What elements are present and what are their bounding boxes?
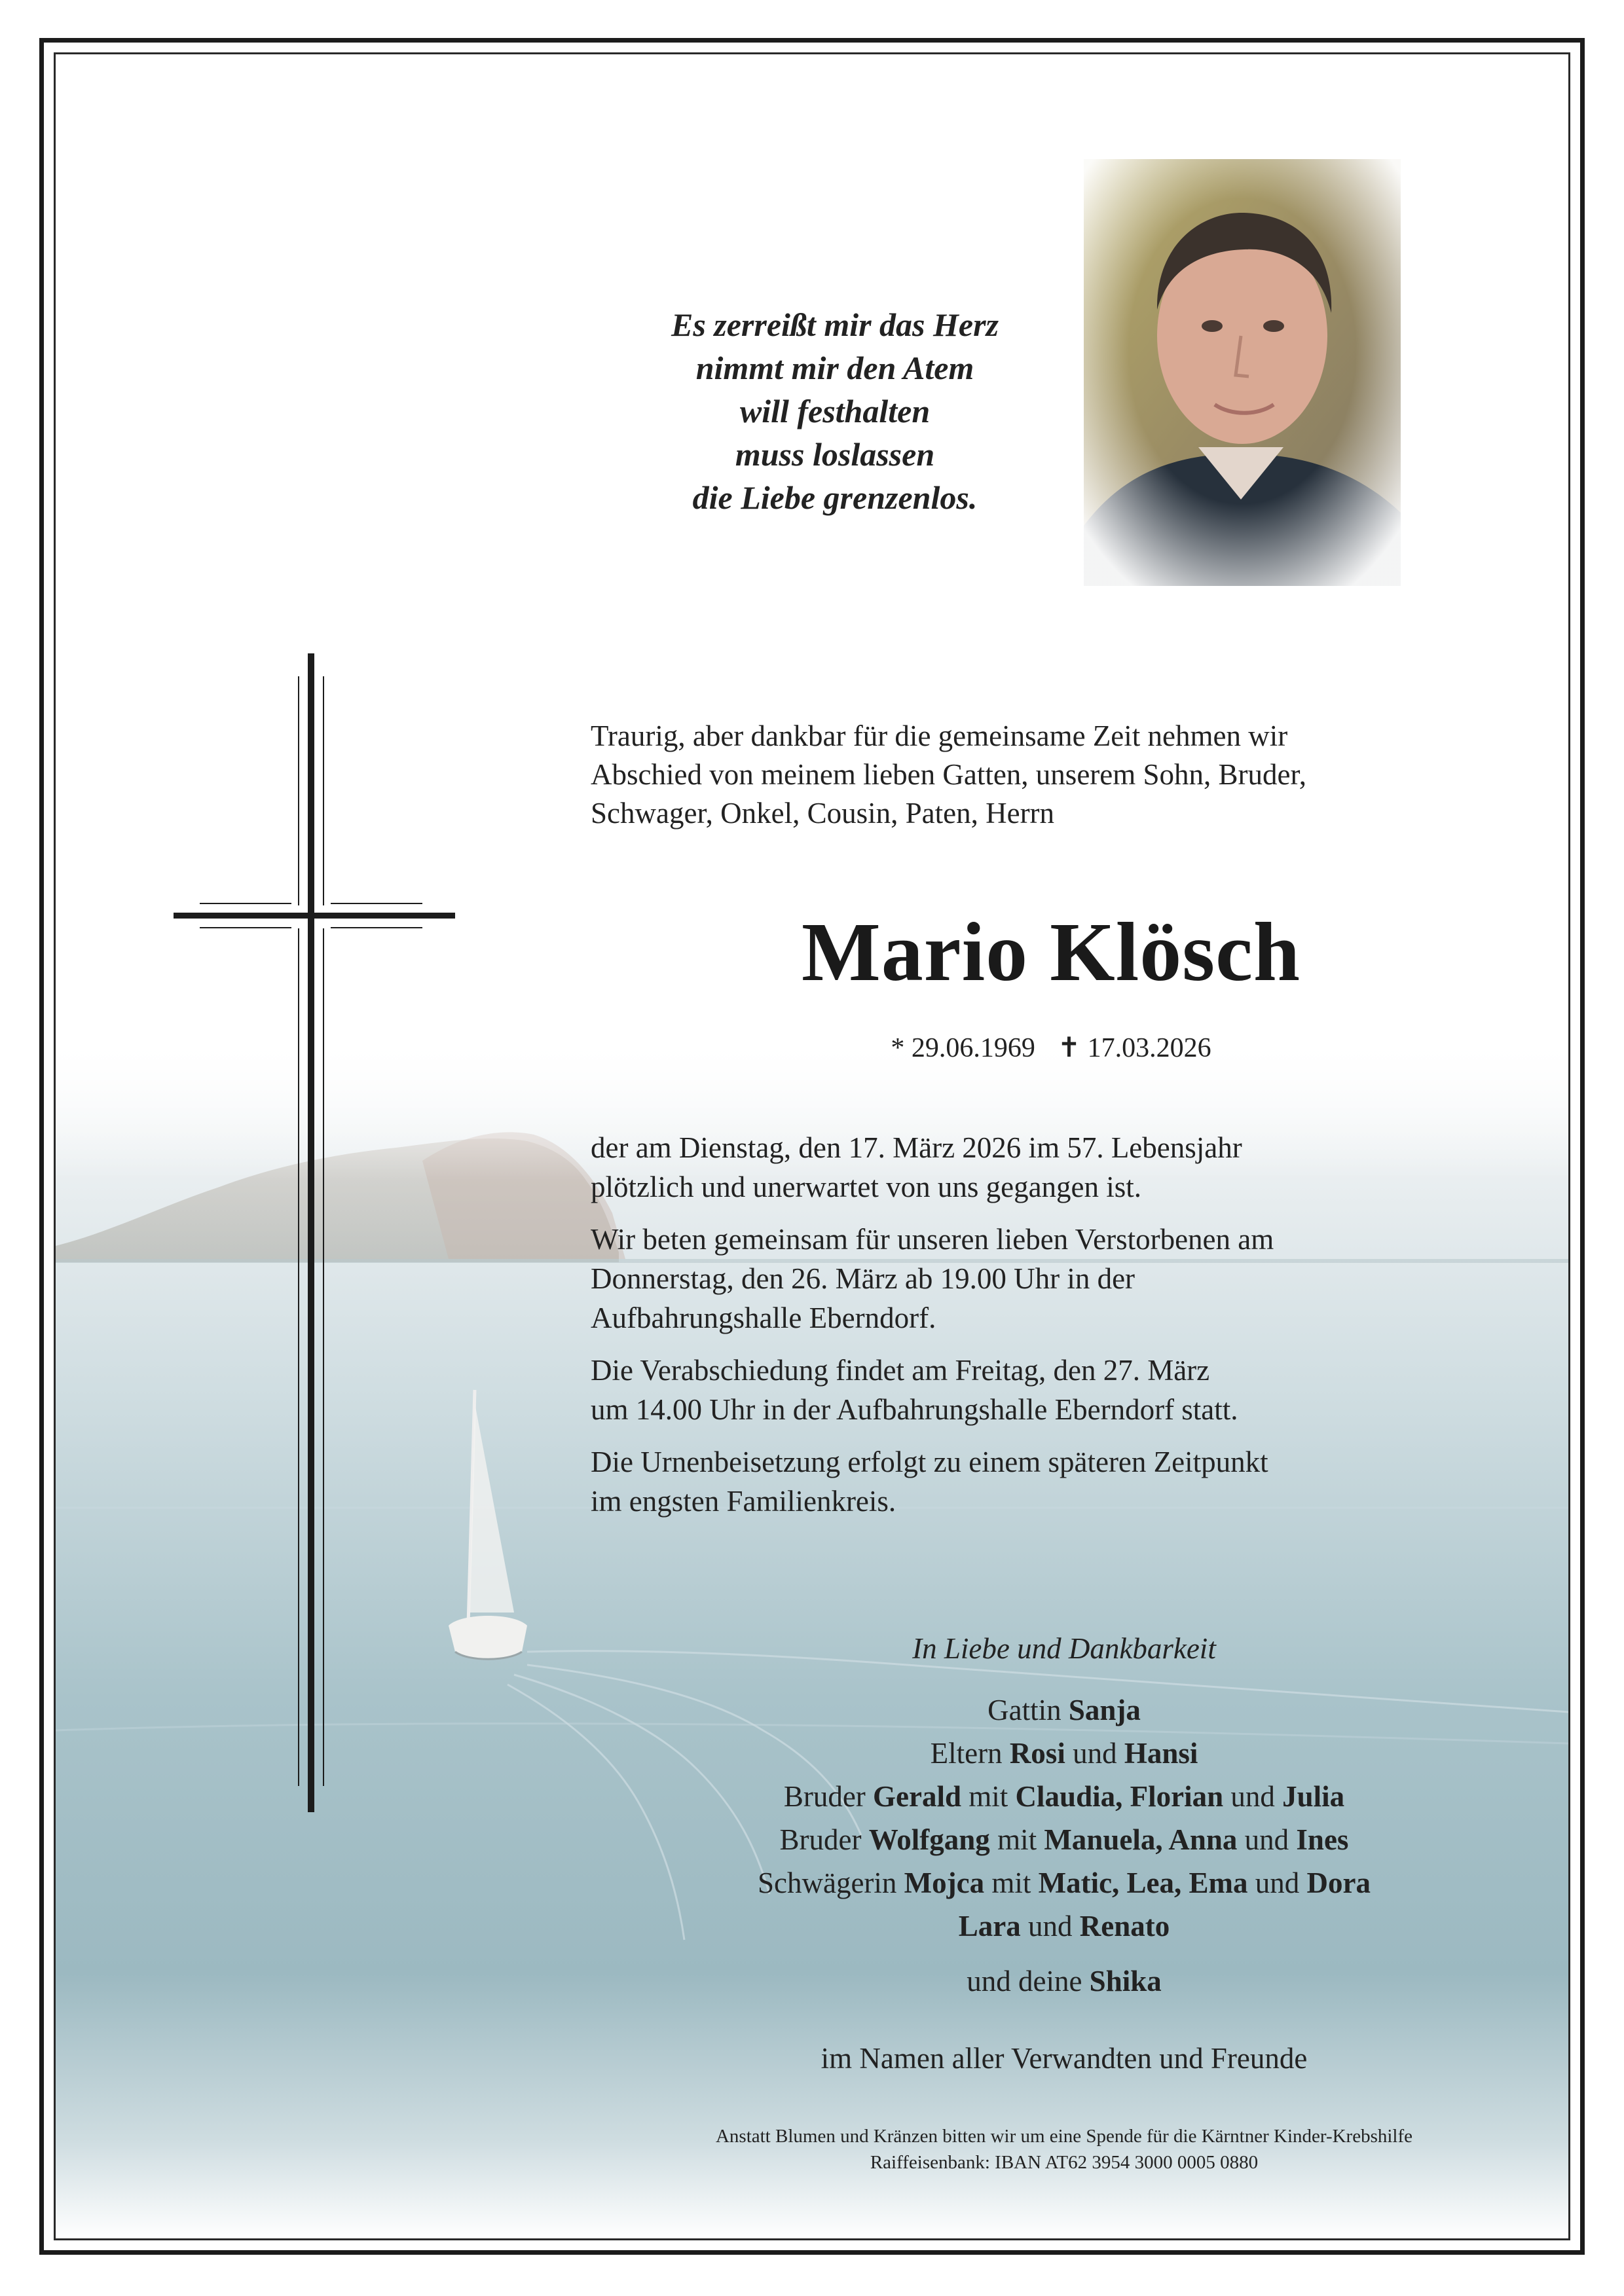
mourner-name: Ines (1296, 1823, 1349, 1856)
deceased-name: Mario Klösch (801, 905, 1301, 998)
mourner-name: Renato (1079, 1910, 1170, 1942)
body-line: im engsten Familienkreis. (591, 1485, 896, 1518)
intro-line: Traurig, aber dankbar für die gemeinsame Zeit nehmen wir (591, 720, 1288, 752)
mourner-line (553, 1818, 1570, 1861)
birth-date: * 29.06.1969 (891, 1033, 1035, 1063)
body-line: Aufbahrungshalle Eberndorf. (591, 1302, 936, 1334)
mourner-name: Matic, Lea, Ema (1038, 1867, 1248, 1899)
poem-line: nimmt mir den Atem (695, 350, 974, 386)
portrait-photo (1084, 159, 1401, 586)
mourner-name: Wolfgang (868, 1823, 990, 1856)
mourner-relation: Eltern (930, 1737, 1010, 1770)
body-line: der am Dienstag, den 17. März 2026 im 57. Lebensjahr (591, 1131, 1242, 1164)
poem-line: die Liebe grenzenlos. (692, 479, 978, 516)
mourner-relation: und (1223, 1780, 1283, 1813)
life-dates (580, 1030, 1522, 1066)
mourner-name: Lara (958, 1910, 1021, 1942)
mourner-name: Shika (1089, 1965, 1162, 1997)
pet-line (553, 1959, 1570, 2003)
cross-icon (174, 653, 455, 1812)
intro-text (591, 717, 1494, 833)
mourner-relation: und (1237, 1823, 1297, 1856)
footer-line: Anstatt Blumen und Kränzen bitten wir um eine Spende für die Kärntner Kinder-Krebshilfe (715, 2126, 1413, 2147)
family-lead: In Liebe und Dankbarkeit (912, 1632, 1216, 1665)
mourner-relation: und (1020, 1910, 1080, 1942)
mourner-relation: mit (984, 1867, 1039, 1899)
donation-note (553, 2123, 1570, 2176)
mourner-relation: Bruder (783, 1780, 874, 1813)
poem-line: will festhalten (739, 393, 931, 429)
closing-line: im Namen aller Verwandten und Freunde (821, 2042, 1308, 2075)
death-date: ✝ 17.03.2026 (1057, 1033, 1211, 1063)
body-line: Die Verabschiedung findet am Freitag, den 27. März (591, 1354, 1210, 1387)
mourner-line (553, 1775, 1570, 1818)
mourner-relation: Bruder (779, 1823, 869, 1856)
poem-line: Es zerreißt mir das Herz (671, 306, 999, 343)
footer-line: Raiffeisenbank: IBAN AT62 3954 3000 0005 0880 (870, 2152, 1259, 2173)
body-line: Donnerstag, den 26. März ab 19.00 Uhr in der (591, 1262, 1135, 1295)
mourner-relation: Gattin (987, 1694, 1069, 1726)
mourner-relation: mit (961, 1780, 1016, 1813)
poem-line: muss loslassen (735, 436, 935, 473)
body-line: Wir beten gemeinsam für unseren lieben Verstorbenen am (591, 1223, 1274, 1256)
mourner-line (553, 1861, 1570, 1904)
mourner-relation: und (1247, 1867, 1307, 1899)
mourner-relation: Schwägerin (757, 1867, 904, 1899)
mourner-name: Dora (1306, 1867, 1371, 1899)
mourner-name: Gerald (873, 1780, 962, 1813)
mourner-relation: mit (989, 1823, 1044, 1856)
mourner-line (553, 1904, 1570, 1948)
mourner-name: Julia (1282, 1780, 1345, 1813)
mourners-list (553, 1627, 1570, 2080)
mourner-name: Manuela, Anna (1044, 1823, 1238, 1856)
mourner-name: Sanja (1068, 1694, 1141, 1726)
intro-line: Schwager, Onkel, Cousin, Paten, Herrn (591, 797, 1055, 829)
mourner-line (553, 1688, 1570, 1732)
mourner-name: Rosi (1009, 1737, 1065, 1770)
intro-line: Abschied von meinem lieben Gatten, unserem Sohn, Bruder, (591, 758, 1306, 791)
poem (553, 303, 1116, 519)
mourner-line (553, 1732, 1570, 1775)
body-line: Die Urnenbeisetzung erfolgt zu einem späteren Zeitpunkt (591, 1446, 1268, 1478)
mourner-name: Claudia, Florian (1015, 1780, 1224, 1813)
mourner-relation: und deine (967, 1965, 1090, 1997)
mourner-name: Hansi (1124, 1737, 1198, 1770)
notice-card (54, 52, 1570, 2240)
body-line: plötzlich und unerwartet von uns gegangen ist. (591, 1171, 1142, 1203)
body-line: um 14.00 Uhr in der Aufbahrungshalle Eberndorf statt. (591, 1393, 1238, 1426)
mourner-relation: und (1065, 1737, 1124, 1770)
mourner-name: Mojca (904, 1867, 985, 1899)
service-details (591, 1115, 1501, 1534)
